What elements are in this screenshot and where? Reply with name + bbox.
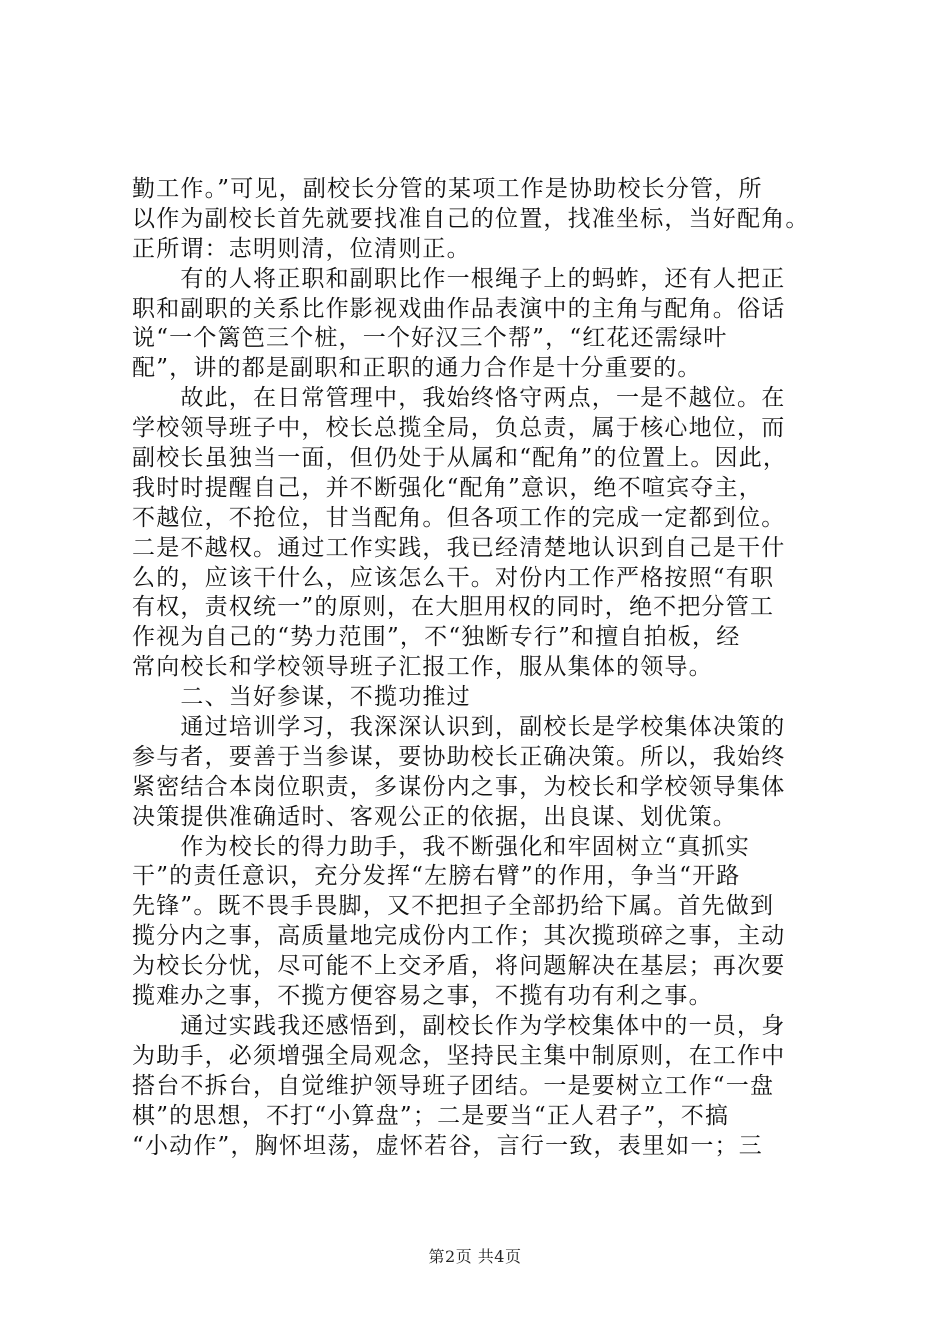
text-line: “小动作”，胸怀坦荡，虚怀若谷，言行一致，表里如一；三 bbox=[132, 1132, 763, 1159]
text-line: 我时时提醒自己，并不断强化“配角”意识，绝不喧宾夺主， bbox=[132, 474, 763, 501]
text-line: 先锋”。既不畏手畏脚，又不把担子全部扔给下属。首先做到 bbox=[132, 893, 775, 920]
text-line: 搭台不拆台，自觉维护领导班子团结。一是要树立工作“一盘 bbox=[132, 1072, 775, 1099]
text-line: 以作为副校长首先就要找准自己的位置，找准坐标，当好配角。 bbox=[132, 205, 810, 232]
text-line: 揽难办之事，不揽方便容易之事，不揽有功有利之事。 bbox=[132, 983, 713, 1010]
text-line: 配”，讲的都是副职和正职的通力合作是十分重要的。 bbox=[132, 355, 702, 382]
text-line: 不越位，不抢位，甘当配角。但各项工作的完成一定都到位。 bbox=[132, 504, 786, 531]
text-line: 职和副职的关系比作影视戏曲作品表演中的主角与配角。俗话 bbox=[132, 295, 786, 322]
text-line: 决策提供准确适时、客观公正的依据，出良谋、划优策。 bbox=[132, 803, 737, 830]
text-line: 干”的责任意识，充分发挥“左膀右臂”的作用，争当“开路 bbox=[132, 863, 741, 890]
text-line: 为助手，必须增强全局观念，坚持民主集中制原则，在工作中 bbox=[132, 1042, 786, 1069]
text-line: 有的人将正职和副职比作一根绳子上的蚂蚱，还有人把正 bbox=[132, 265, 786, 292]
text-line: 为校长分忧，尽可能不上交矛盾，将问题解决在基层；再次要 bbox=[132, 953, 786, 980]
text-line: 学校领导班子中，校长总揽全局，负总责，属于核心地位，而 bbox=[132, 415, 786, 442]
text-line: 通过实践我还感悟到，副校长作为学校集体中的一员，身 bbox=[132, 1012, 786, 1039]
text-line: 说“一个篱笆三个桩，一个好汉三个帮”，“红花还需绿叶 bbox=[132, 325, 728, 352]
text-line: 常向校长和学校领导班子汇报工作，服从集体的领导。 bbox=[132, 654, 713, 681]
text-line: 副校长虽独当一面，但仍处于从属和“配角”的位置上。因此， bbox=[132, 445, 788, 472]
text-line: 正所谓：志明则清，位清则正。 bbox=[132, 235, 471, 262]
text-line: 揽分内之事，高质量地完成份内工作；其次揽琐碎之事，主动 bbox=[132, 923, 786, 950]
text-line: 作视为自己的“势力范围”，不“独断专行”和擅自拍板，经 bbox=[132, 624, 741, 651]
page-number-footer: 第2页 共4页 bbox=[428, 1247, 522, 1266]
text-line: 有权，责权统一”的原则，在大胆用权的同时，绝不把分管工 bbox=[132, 594, 775, 621]
text-line: 么的，应该干什么，应该怎么干。对份内工作严格按照“有职 bbox=[132, 564, 775, 591]
section-heading: 二、当好参谋，不揽功推过 bbox=[132, 684, 471, 711]
text-line: 参与者，要善于当参谋，要协助校长正确决策。所以，我始终 bbox=[132, 743, 786, 770]
text-line: 勤工作。”可见，副校长分管的某项工作是协助校长分管，所 bbox=[132, 176, 763, 202]
text-line: 棋”的思想，不打“小算盘”；二是要当“正人君子”，不搞 bbox=[132, 1102, 730, 1129]
text-line: 故此，在日常管理中，我始终恪守两点，一是不越位。在 bbox=[132, 385, 786, 412]
text-line: 作为校长的得力助手，我不断强化和牢固树立“真抓实 bbox=[132, 833, 750, 860]
text-line: 二是不越权。通过工作实践，我已经清楚地认识到自己是干什 bbox=[132, 534, 786, 561]
body-text bbox=[132, 175, 832, 1161]
text-line: 通过培训学习，我深深认识到，副校长是学校集体决策的 bbox=[132, 714, 786, 741]
text-line: 紧密结合本岗位职责，多谋份内之事，为校长和学校领导集体 bbox=[132, 773, 786, 800]
